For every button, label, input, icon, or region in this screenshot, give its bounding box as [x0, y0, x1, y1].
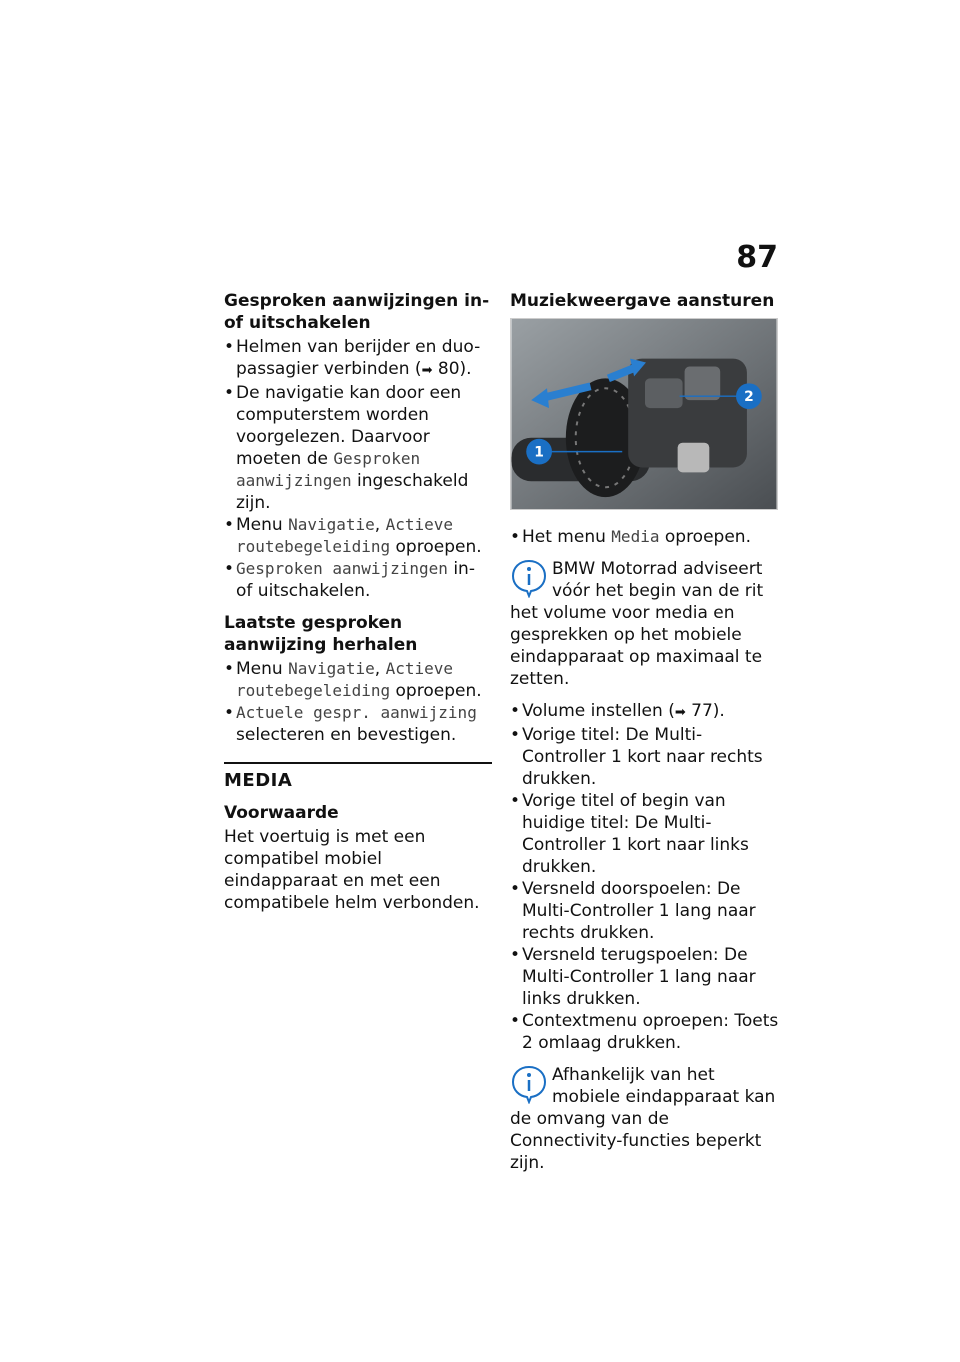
list-item: • Helmen van berijder en duo-passagier verbinden (➡ 80). — [224, 336, 492, 382]
list-item: • Contextmenu oproepen: Toets 2 omlaag drukken. — [510, 1010, 782, 1054]
list-item: • Vorige titel of begin van huidige titel: De Multi-Controller 1 kort naar links drukken. — [510, 790, 782, 878]
left-column — [224, 290, 492, 914]
list-item: • Menu Navigatie, Actieve routebegeleiding oproepen. — [224, 658, 492, 702]
page-number: 87 — [736, 240, 778, 275]
repeat-guidance-list — [224, 658, 492, 746]
menu-term: Navigatie — [288, 515, 375, 534]
list-item: • Versneld terugspoelen: De Multi-Controller 1 lang naar links drukken. — [510, 944, 782, 1010]
callout-1-label: 1 — [534, 444, 544, 461]
right-column — [510, 290, 782, 1184]
menu-term: Actuele gespr. aanwijzing — [236, 703, 477, 722]
section-divider — [224, 762, 492, 764]
voice-guidance-list — [224, 336, 492, 602]
page-ref-icon: ➡ — [674, 705, 686, 720]
list-item: • Volume instellen (➡ 77). — [510, 700, 782, 724]
menu-term: Media — [611, 527, 660, 546]
list-item: • Menu Navigatie, Actieve routebegeleiding oproepen. — [224, 514, 492, 558]
prerequisite-text: Het voertuig is met een compatibel mobiel eindapparaat en met een compatibele helm verbonden. — [224, 827, 480, 913]
menu-term: Gesproken aanwijzingen — [236, 449, 421, 490]
page-ref-icon: ➡ — [421, 363, 433, 378]
media-list-top — [510, 526, 782, 548]
section-title-voice-guidance: Gesproken aanwijzingen in- of uitschakelen — [224, 291, 490, 333]
list-item: • De navigatie kan door een computerstem worden voorgelezen. Daarvoor moeten de Gesproken aanwijzingen ingeschakeld zijn. — [224, 382, 492, 514]
info-icon — [510, 1064, 548, 1104]
media-list — [510, 700, 782, 1054]
control-button — [685, 367, 721, 401]
list-item: • Gesproken aanwijzingen in- of uitschakelen. — [224, 558, 492, 602]
info-note: BMW Motorrad adviseert vóór het begin van de rit het volume voor media en gesprekken op het mobiele eindapparaat op maximaal te zetten. — [510, 559, 764, 689]
list-item: • Versneld doorspoelen: De Multi-Controller 1 lang naar rechts drukken. — [510, 878, 782, 944]
chapter-heading-media: MEDIA — [224, 770, 293, 791]
section-title-music: Muziekweergave aansturen — [510, 291, 775, 311]
list-item: • Vorige titel: De Multi-Controller 1 kort naar rechts drukken. — [510, 724, 782, 790]
menu-term: Gesproken aanwijzingen — [236, 559, 448, 578]
list-item: • Het menu Media oproepen. — [510, 526, 782, 548]
info-icon — [510, 558, 548, 598]
info-note: Afhankelijk van het mobiele eindapparaat kan de omvang van de Connectivity-functies beperkt zijn. — [510, 1065, 776, 1173]
section-title-repeat-guidance: Laatste gesproken aanwijzing herhalen — [224, 613, 418, 655]
menu-button — [645, 378, 683, 408]
menu-term: Actieve routebegeleiding — [236, 659, 454, 700]
menu-term: Navigatie — [288, 659, 375, 678]
menu-term: Actieve routebegeleiding — [236, 515, 454, 556]
handlebar-controls-figure — [510, 318, 778, 510]
prerequisite-title: Voorwaarde — [224, 803, 339, 823]
toggle-button — [678, 443, 710, 473]
list-item: • Actuele gespr. aanwijzing selecteren en bevestigen. — [224, 702, 492, 746]
callout-2-label: 2 — [744, 389, 754, 406]
